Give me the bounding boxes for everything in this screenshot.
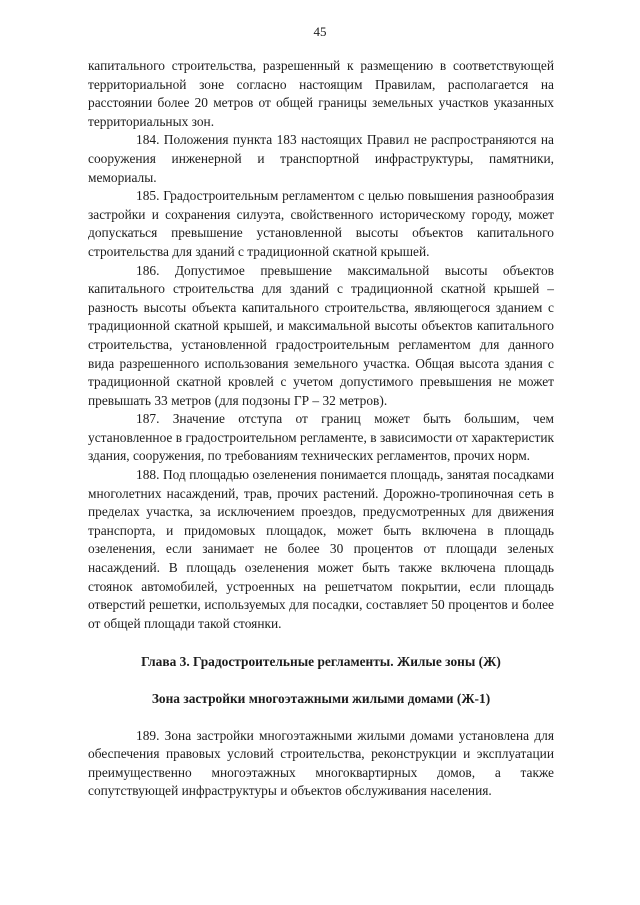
paragraph-186: 186. Допустимое превышение максимальной высоты объектов капитального строительства для зданий с традиционной скатной крышей – разность высоты объекта капитального строительства, являющегося зданием с традиционной скатной крышей, и максимальной высоты объектов капитального строительства, установленной градостроительным регламентом для данного вида разрешенного использования земельного участка. Общая высота здания с традиционной скатной кровлей с учетом допустимого превышения не может превышать 33 метров (для подзоны ГР – 32 метров). [88,262,554,408]
paragraph-continuation: капитального строительства, разрешенный к размещению в соответствующей территориальной зоне согласно настоящим Правилам, располагается на расстоянии более 20 метров от общей границы земельных участков указанных территориальных зон. [88,58,554,129]
paragraph-187: 187. Значение отступа от границ может быть большим, чем установленное в градостроительном регламенте, в зависимости от характеристик здания, сооружения, по требованиям технических регламентов, прочих норм. [88,411,554,464]
paragraph-185: 185. Градостроительным регламентом с целью повышения разнообразия застройки и сохранения силуэта, свойственного историческому городу, может допускаться превышение установленной высоты объектов капитального строительства для зданий с традиционной скатной крышей. [88,188,554,259]
chapter-heading: Глава 3. Градостроительные регламенты. Жилые зоны (Ж) [141,654,501,670]
paragraph-189: 189. Зона застройки многоэтажными жилыми домами установлена для обеспечения правовых условий строительства, реконструкции и эксплуатации преимущественно многоэтажных многоквартирных домов, а также сопутствующей инфраструктуры и объектов обслуживания населения. [88,727,554,799]
zone-heading: Зона застройки многоэтажными жилыми домами (Ж-1) [151,691,491,706]
paragraph-184: 184. Положения пункта 183 настоящих Правил не распространяются на сооружения инженерной и транспортной инфраструктуры, памятники, мемориалы. [88,132,554,185]
paragraph-188: 188. Под площадью озеленения понимается площадь, занятая посадками многолетних насаждений, трав, прочих растений. Дорожно-тропиночная сеть в пределах участка, за исключением проездов, предусмотренных для движения транспорта, и придомовых площадок, может быть включена в площадь озеленения, если занимает не более 30 процентов от площади зеленых насаждений. В площадь озеленения может быть также включена площадь стоянок автомобилей, устроенных на решетчатом покрытии, если площадь отверстий решетки, используемых для посадки, составляет 50 процентов и более от общей площади такой стоянки. [88,467,554,631]
document-body [88,57,554,801]
page-number: 45 [313,24,327,39]
